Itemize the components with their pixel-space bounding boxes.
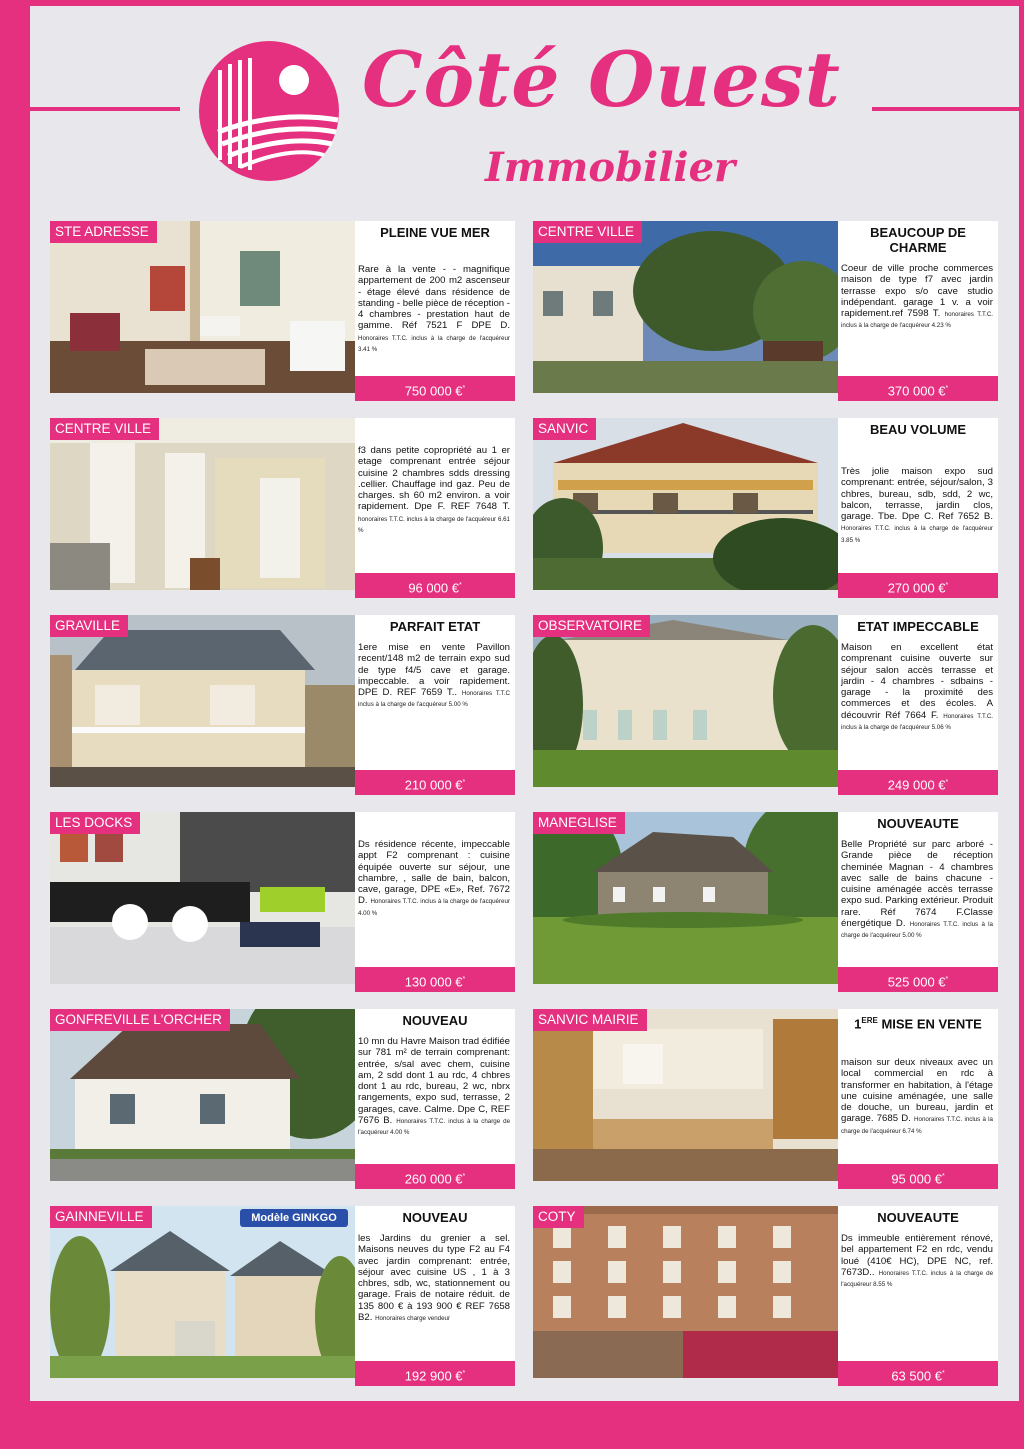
listing-card[interactable] [533, 1009, 998, 1189]
listing-title: BEAU VOLUME [869, 422, 967, 437]
top-border [0, 0, 1024, 6]
listing-card[interactable] [50, 812, 515, 992]
listing-location: MANEGLISE [533, 812, 625, 834]
listing-description: Ds résidence récente, impeccable appt F2 comprenant : cuisine équipée ouverte sur séjour, une chambre, , salle de bain, balcon, cave, garage, DPE «E», Ref. 7672 D. Honoraires T.T.C. inclus à la charge de l'acquéreur 4.00 % [358, 839, 511, 917]
listing-fees: Honoraires T.T.C. inclus à la charge de l'acquéreur 8.55 % [841, 1269, 994, 1289]
listing-title: ETAT IMPECCABLE [857, 619, 979, 634]
listing-fees: Honoraires charge vendeur [375, 1315, 451, 1323]
listing-title: 1ERE MISE EN VENTE [854, 1016, 982, 1032]
listing-card[interactable] [533, 1206, 998, 1386]
listing-price: 260 000 €* [355, 1164, 515, 1189]
model-badge: Modèle GINKGO [240, 1209, 348, 1227]
property-photo [50, 812, 355, 984]
listing-description: 1ere mise en vente Pavillon recent/148 m2 de terrain expo sud de type f4/5 cave et garage. impeccable. a voir rapidement. DPE D. REF 7659 T.. Honoraires T.T.C inclus à la charge de l'acquéreur 5.00 % [358, 642, 511, 709]
listing-info [355, 1009, 515, 1189]
listing-description: les Jardins du grenier a sel. Maisons neuves du type F2 au F4 avec jardin comprenant: entrée, séjour avec cuisine US , 1 à 3 chbres, sdb, wc, stationnement ou garage. Frais de notaire réduit. de 135 800 € à 193 900 € REF 7658 B2. Honoraires charge vendeur [358, 1233, 510, 1324]
listing-fees: honoraires T.T.C. inclus à la charge de l'acquéreur 6.61 % [358, 515, 510, 535]
listing-price: 370 000 €* [838, 376, 998, 401]
listing-location: GRAVILLE [50, 615, 128, 637]
listing-price: 95 000 €* [838, 1164, 998, 1189]
listing-fees: Honoraires T.T.C. inclus à la charge de l'acquéreur 5.06 % [841, 712, 994, 732]
property-photo [50, 418, 355, 590]
property-photo [533, 221, 838, 393]
listing-location: OBSERVATOIRE [533, 615, 650, 637]
sun-sea-logo-icon [198, 40, 340, 182]
listing-card[interactable] [533, 812, 998, 992]
listing-location: GONFREVILLE L'ORCHER [50, 1009, 230, 1031]
listing-location: LES DOCKS [50, 812, 140, 834]
listing-price: 249 000 €* [838, 770, 998, 795]
listing-price: 192 900 €* [355, 1361, 515, 1386]
listing-info [838, 615, 998, 795]
listing-info [355, 1206, 515, 1386]
listing-price: 96 000 €* [355, 573, 515, 598]
left-border [0, 0, 30, 1449]
listing-card[interactable] [50, 1009, 515, 1189]
listing-price: 130 000 €* [355, 967, 515, 992]
listing-info [355, 418, 515, 598]
listing-info [355, 221, 515, 401]
listing-fees: Honoraires T.T.C. inclus à la charge de l'acquéreur 3.85 % [841, 525, 993, 544]
listing-description: Rare à la vente - - magnifique appartement de 200 m2 ascenseur - étage élevé dans résidence de standing - belle pièce de réception - 4 chambres - prestation haut de gamme. Réf 7521 F DPE D. Honoraires T.T.C. inclus à la charge de l'acquéreur 3.41 % [358, 264, 510, 354]
property-photo [50, 1009, 355, 1181]
listing-location: STE ADRESSE [50, 221, 157, 243]
listing-fees: Honoraires T.T.C. inclus à la charge de l'acquéreur 6.74 % [841, 1116, 993, 1135]
listing-price: 63 500 €* [838, 1361, 998, 1386]
brand-subtitle: Immobilier [485, 144, 736, 191]
listing-description: Coeur de ville proche commerces maison de type f7 avec jardin terrasse expo s/o cave studio indépendant. garage 1 v. a voir rapidement.ref 7598 T. honoraires T.T.C. inclus à la charge de l'acquéreur 4.23 % [841, 263, 994, 330]
listing-card[interactable] [50, 615, 515, 795]
listing-card[interactable] [533, 418, 998, 598]
listing-info [838, 1206, 998, 1386]
header-rule-left [30, 107, 180, 111]
listing-fees: honoraires T.T.C. inclus à la charge de l'acquéreur 4.23 % [841, 311, 994, 330]
property-photo [50, 615, 355, 787]
listing-info [838, 1009, 998, 1189]
brand-name: Côté Ouest [362, 35, 841, 124]
listing-location: SANVIC [533, 418, 596, 440]
property-photo [50, 221, 355, 393]
right-border [1019, 0, 1024, 1449]
listing-fees: Honoraires T.T.C. inclus à la charge de l'acquéreur 5.00 % [841, 921, 993, 940]
listing-title: NOUVEAUTE [877, 816, 959, 831]
listing-info [355, 615, 515, 795]
listing-description: Belle Propriété sur parc arboré - Grande pièce de réception cheminée Magnan - 4 chambres avec salle de bains chacune - cuisine aménagée accès terrasse expo sud. Parking extérieur. Produit rare. Réf 7674 F.Classe énergétique D. Honoraires T.T.C. inclus à la charge de l'acquéreur 5.00 % [841, 839, 993, 940]
listing-price: 270 000 €* [838, 573, 998, 598]
bottom-border [0, 1401, 1024, 1449]
listing-location: COTY [533, 1206, 584, 1228]
listing-fees: Honoraires T.T.C. inclus à la charge de l'acquéreur 3.41 % [358, 334, 510, 354]
listing-description: Très jolie maison expo sud comprenant: entrée, séjour/salon, 3 chbres, bureau, sdb, sdd, 2 wc, balcon, terrasse, jardin clos, garage. Tbe. Dpe C. Ref 7652 B. Honoraires T.T.C. inclus à la charge de l'acquéreur 3.85 % [841, 466, 993, 544]
listing-info [838, 812, 998, 992]
listing-description: 10 mn du Havre Maison trad édifiée sur 781 m² de terrain comprenant: entrée, s/sal avec chem, cuisine am, 2 sdd dont 1 au rdc, 4 chbres dont 1 au rdc, bureau, 2 wc, nbrx rangements, expo sud, terrasse, 2 garages, cave. Calme. Dpe C, REF 7676 B. Honoraires T.T.C. inclus à la charge de l'acquéreur 4.00 % [358, 1036, 511, 1137]
listing-card[interactable] [50, 221, 515, 401]
property-photo [533, 418, 838, 590]
listing-location: CENTRE VILLE [50, 418, 159, 440]
listing-card[interactable] [533, 221, 998, 401]
property-photo [533, 1009, 838, 1181]
property-photo [50, 1206, 355, 1378]
listing-fees: Honoraires T.T.C inclus à la charge de l'acquéreur 5.00 % [358, 690, 511, 709]
listing-title: NOUVEAU [402, 1013, 468, 1028]
listing-fees: Honoraires T.T.C. inclus à la charge de l'acquéreur 4.00 % [358, 898, 511, 917]
listing-price: 210 000 €* [355, 770, 515, 795]
listing-location: CENTRE VILLE [533, 221, 642, 243]
listing-description: Ds immeuble entièrement rénové, bel appartement F2 en rdc, vendu loué (410€ HC), DPE NC, ref. 7673D.. Honoraires T.T.C. inclus à la charge de l'acquéreur 8.55 % [841, 1233, 994, 1289]
listing-price: 525 000 €* [838, 967, 998, 992]
listing-title: NOUVEAU [402, 1210, 468, 1225]
listing-description: maison sur deux niveaux avec un local commercial en rdc à transformer en habitation, à l'étage une cuisine aménagée, une salle de douche, un bureau, jardin et garage. 7685 D. Honoraires T.T.C. inclus à la charge de l'acquéreur 6.74 % [841, 1057, 993, 1135]
listing-info [355, 812, 515, 992]
listing-description: f3 dans petite copropriété au 1 er etage comprenant entrée séjour cuisine 2 chambres sdds dressing .cellier. Chauffage ind gaz. Peu de charges. sh 60 m2 environ. a voir rapidement. Dpe F. REF 7648 T. honoraires T.T.C. inclus à la charge de l'acquéreur 6.61 % [358, 445, 510, 535]
property-photo [533, 615, 838, 787]
listing-title: PARFAIT ETAT [389, 619, 481, 634]
listing-title: PLEINE VUE MER [380, 225, 490, 240]
listing-title: BEAUCOUP DE CHARME [870, 225, 966, 255]
listing-location: SANVIC MAIRIE [533, 1009, 647, 1031]
listing-card[interactable] [50, 1206, 515, 1386]
listing-fees: Honoraires T.T.C. inclus à la charge de l'acquéreur 4.00 % [358, 1118, 511, 1137]
listing-location: GAINNEVILLE [50, 1206, 152, 1228]
listing-price: 750 000 €* [355, 376, 515, 401]
property-photo [533, 812, 838, 984]
listing-card[interactable] [533, 615, 998, 795]
listing-info [838, 418, 998, 598]
listing-title: NOUVEAUTE [877, 1210, 959, 1225]
listing-description: Maison en excellent état comprenant cuisine ouverte sur séjour salon accès terrasse et jardin - 4 chambres - sdbains - garage - la proximité des commerces et des écoles. A découvrir Réf 7664 F. Honoraires T.T.C. inclus à la charge de l'acquéreur 5.06 % [841, 642, 994, 732]
listing-info [838, 221, 998, 401]
listing-card[interactable] [50, 418, 515, 598]
property-photo [533, 1206, 838, 1378]
header-rule-right [872, 107, 1019, 111]
